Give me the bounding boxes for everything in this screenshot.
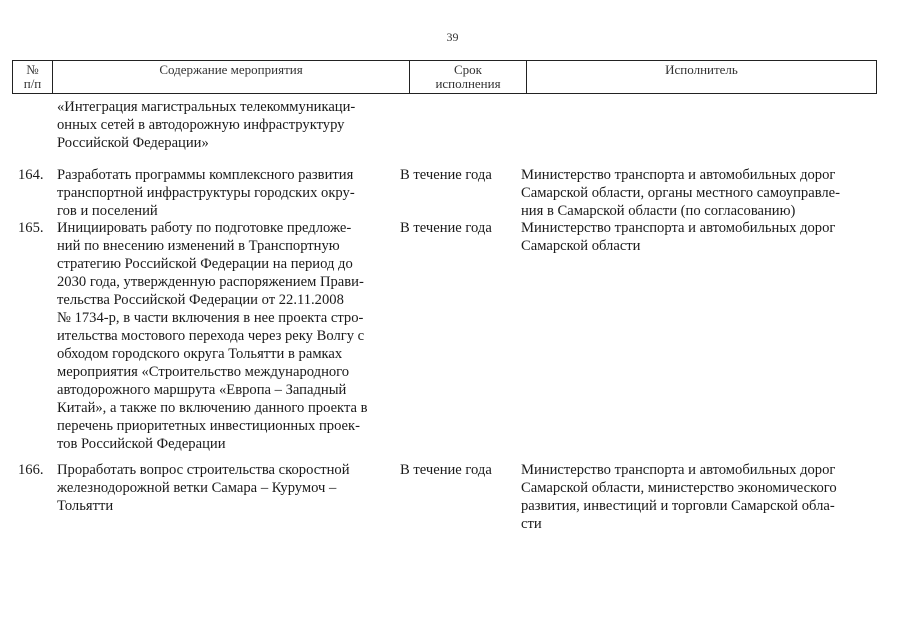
text-line: обходом городского округа Тольятти в рамках: [57, 346, 343, 362]
text-line: Министерство транспорта и автомобильных дорог: [521, 167, 836, 183]
text-line: Проработать вопрос строительства скоростной: [57, 462, 350, 478]
row-term: В течение года: [400, 462, 492, 478]
row-number: 166.: [18, 462, 44, 478]
page-number: 39: [446, 30, 459, 44]
text-line: Самарской области, министерство экономического: [521, 480, 837, 496]
text-line: развития, инвестиций и торговли Самарской обла-: [521, 498, 835, 514]
text-line: железнодорожной ветки Самара – Курумоч –: [57, 480, 337, 496]
text-line: Инициировать работу по подготовке предложе-: [57, 220, 352, 236]
header-term-line1: Срок: [454, 62, 482, 77]
text-line: Министерство транспорта и автомобильных дорог: [521, 220, 836, 236]
text-line: № 1734-р, в части включения в нее проекта стро-: [57, 310, 364, 326]
text-line: Самарской области, органы местного самоуправле-: [521, 185, 841, 201]
text-line: Разработать программы комплексного развития: [57, 167, 354, 183]
header-number-line2: п/п: [23, 76, 42, 91]
text-line: мероприятия «Строительство международного: [57, 364, 350, 380]
row-executor: [521, 219, 873, 255]
text-line: гов и поселений: [57, 203, 158, 219]
header-number-line1: №: [26, 62, 39, 77]
text-line: сти: [521, 516, 542, 532]
header-executor: Исполнитель: [665, 62, 738, 77]
row-executor: [521, 461, 873, 533]
text-line: Самарской области: [521, 238, 641, 254]
continuation-text: [57, 98, 384, 152]
row-number: 165.: [18, 220, 44, 236]
text-line: тов Российской Федерации: [57, 436, 226, 452]
header-term: [410, 61, 527, 93]
header-term-line2: исполнения: [435, 76, 501, 91]
text-line: ний по внесению изменений в Транспортную: [57, 238, 340, 254]
text-line: стратегию Российской Федерации на период до: [57, 256, 353, 272]
table-header: [12, 60, 877, 94]
header-content: Содержание мероприятия: [53, 61, 410, 93]
row-content: [57, 461, 384, 515]
text-line: Российской Федерации»: [57, 135, 209, 151]
text-line: перечень приоритетных инвестиционных проек-: [57, 418, 360, 434]
text-line: тельства Российской Федерации от 22.11.2008: [57, 292, 344, 308]
text-line: онных сетей в автодорожную инфраструктуру: [57, 117, 345, 133]
text-line: автодорожного маршрута «Европа – Западный: [57, 382, 347, 398]
text-line: «Интеграция магистральных телекоммуникаци-: [57, 99, 356, 115]
row-term: В течение года: [400, 167, 492, 183]
text-line: Тольятти: [57, 498, 114, 514]
row-executor: [521, 166, 873, 220]
text-line: Министерство транспорта и автомобильных дорог: [521, 462, 836, 478]
text-line: Китай», а также по включению данного проекта в: [57, 400, 368, 416]
header-number: [13, 61, 53, 93]
row-content: [57, 219, 384, 453]
text-line: 2030 года, утвержденную распоряжением Прави-: [57, 274, 364, 290]
row-number: 164.: [18, 167, 44, 183]
text-line: ния в Самарской области (по согласованию): [521, 203, 796, 219]
row-content: [57, 166, 384, 220]
text-line: транспортной инфраструктуры городских окру-: [57, 185, 355, 201]
text-line: ительства мостового перехода через реку Волгу с: [57, 328, 365, 344]
row-term: В течение года: [400, 220, 492, 236]
